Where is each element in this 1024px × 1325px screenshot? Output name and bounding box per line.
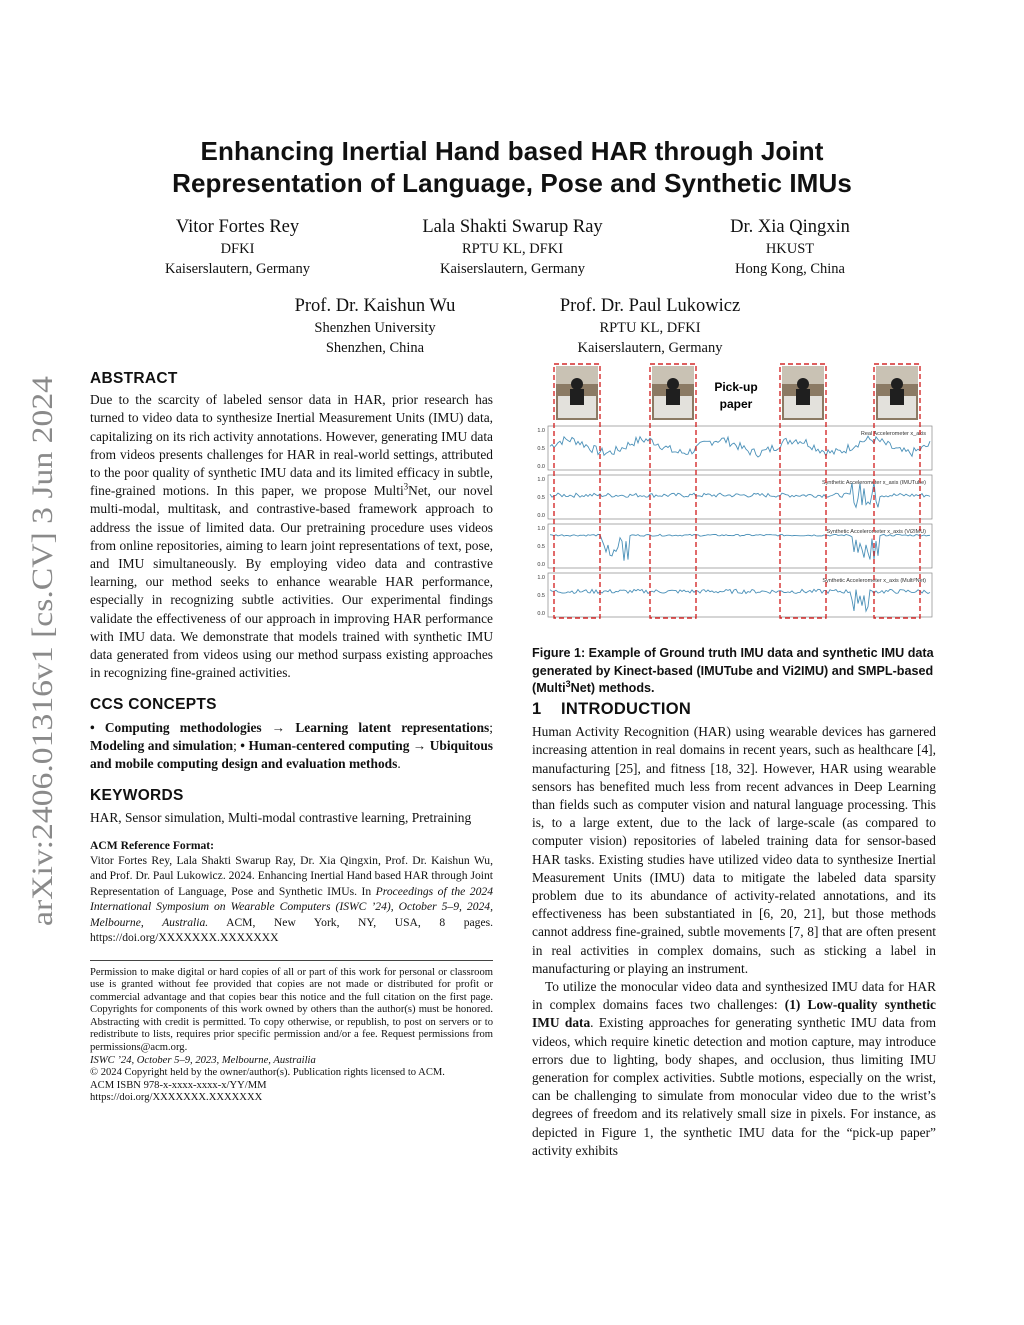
paper-title bbox=[120, 135, 904, 199]
intro-paragraph-2-bold: (1) Low-quality synthetic IMU data bbox=[532, 997, 936, 1031]
y-tick-label: 0.0 bbox=[537, 611, 545, 617]
abstract-text bbox=[90, 391, 493, 682]
acm-reference-text-a: Vitor Fortes Rey, Lala Shakti Swarup Ray, Dr. Xia Qingxin, Prof. Dr. Kaishun Wu, and Prof. Dr. Paul Lukowicz. 2024. Enhancing Inertial Hand based HAR through Joint Representation of Language, Pose and Synthetic IMUs. In bbox=[90, 854, 493, 898]
ccs-arrow: → bbox=[271, 719, 286, 735]
signal-panel bbox=[537, 475, 932, 519]
figure-caption-a: Figure 1: Example of Ground truth IMU data and synthetic IMU data generated by Kinect-based (IMUTube and Vi2IMU) and SMPL-based (Multi bbox=[532, 646, 934, 696]
abstract-superscript: 3 bbox=[403, 481, 409, 492]
y-tick-label: 0.5 bbox=[537, 446, 545, 452]
author-location: Hong Kong, China bbox=[735, 261, 845, 277]
y-tick-label: 0.5 bbox=[537, 495, 545, 501]
isbn-line: ACM ISBN 978-x-xxxx-xxxx-x/YY/MM bbox=[90, 1079, 267, 1091]
signal-line bbox=[550, 436, 930, 457]
signal-line bbox=[550, 534, 930, 560]
author-affiliation: Shenzhen University bbox=[314, 320, 436, 336]
author-name: Lala Shakti Swarup Ray bbox=[422, 217, 603, 237]
author-name: Dr. Xia Qingxin bbox=[730, 217, 850, 237]
author-affiliation: DFKI bbox=[220, 241, 255, 257]
panel-legend: Synthetic Accelerometer x_axis (IMUTube) bbox=[821, 480, 926, 486]
video-frame-3 bbox=[782, 366, 824, 420]
author-location: Kaiserslautern, Germany bbox=[440, 261, 585, 277]
permission-text: Permission to make digital or hard copies of all or part of this work for personal or classroom use is granted without fee provided that copies are not made or distributed for profit or commercial advantage and that copies bear this notice and the full citation on the first page. Copyrights for components of this work owned by others than the author(s) must be honored. Abstracting with credit is permitted. To copy otherwise, or republish, to post on servers or to redistribute to lists, requires prior specific permission and/or a fee. Request permissions from permissions@acm.org. bbox=[90, 966, 493, 1054]
panel-legend: Real Accelerometer x_axis bbox=[860, 431, 926, 437]
keywords-text: HAR, Sensor simulation, Multi-modal contrastive learning, Pretraining bbox=[90, 810, 472, 826]
figure-1 bbox=[528, 362, 936, 624]
ccs-bullet: • bbox=[240, 737, 245, 753]
ccs-separator: ; bbox=[233, 737, 237, 753]
signal-panel bbox=[537, 426, 932, 470]
ccs-end: . bbox=[397, 756, 401, 772]
y-tick-label: 0.5 bbox=[537, 593, 545, 599]
y-tick-label: 0.0 bbox=[537, 562, 545, 568]
author-block-4 bbox=[260, 294, 490, 358]
footnote-rule bbox=[90, 960, 493, 961]
intro-paragraph-1: Human Activity Recognition (HAR) using wearable devices has garnered increasing attention in real domains in recent years, such as healthcare [4], manufacturing [25], and fitness [18, 32]. However, HAR using wearable sensors has benefited much less from recent advances in Deep Learning than fields such as computer vision and natural language processing. This is, to a large extent, due to the lack of large-scale (as compared to computer vision) repositories of labeled training data for sensor-based HAR tasks. Existing studies have utilized video data to synthesize Inertial Measurement Units (IMU) data to mitigate the labeled data sparsity problem due to its abundance of activity-related annotations, and its effectiveness has been substantiated in [6, 20, 21], but those methods cannot address fine-grained, subtle movements [7, 8] that are often present in real activities in complex domains, such as sticking a label in manufacturing or playing an instrument. bbox=[532, 724, 936, 976]
panel-legend: Synthetic Accelerometer x_axis (Multi³Net) bbox=[822, 578, 926, 584]
paper-title-line-1: Enhancing Inertial Hand based HAR through Joint bbox=[200, 136, 824, 166]
signal-line bbox=[550, 589, 930, 611]
arxiv-identifier bbox=[14, 370, 64, 930]
author-block-5 bbox=[530, 294, 770, 358]
signal-panel bbox=[537, 524, 932, 568]
ccs-concept: Computing methodologies bbox=[104, 719, 262, 735]
abstract-heading: ABSTRACT bbox=[90, 370, 178, 387]
author-affiliation: RPTU KL, DFKI bbox=[599, 320, 701, 336]
ccs-concept: Modeling and simulation bbox=[90, 737, 234, 753]
author-block-3 bbox=[690, 215, 890, 279]
video-frame-4 bbox=[876, 366, 918, 420]
y-tick-label: 0.5 bbox=[537, 544, 545, 550]
figure-caption bbox=[532, 645, 936, 698]
paper-title-line-2: Representation of Language, Pose and Synthetic IMUs bbox=[172, 168, 852, 198]
figure-1-plot bbox=[528, 362, 936, 624]
right-column bbox=[532, 700, 936, 1160]
panel-legend: Synthetic Accelerometer x_axis (Vi2IMU) bbox=[826, 529, 926, 535]
abstract-text-a: Due to the scarcity of labeled sensor data in HAR, prior research has turned to video data to synthesize Inertial Measurement Units (IMU) data, capitalizing on its rich activity annotations. However, generating IMU data from videos presents challenges for HAR in real-world settings, attributed to the poor quality of synthetic IMU data and its limited efficacy in subtle, fine-grained motions. In this paper, we propose Multi bbox=[90, 392, 493, 499]
y-tick-label: 1.0 bbox=[537, 428, 545, 434]
y-tick-label: 0.0 bbox=[537, 464, 545, 470]
permission-venue: ISWC ’24, October 5–9, 2023, Melbourne, Austrailia bbox=[90, 1054, 316, 1066]
ccs-bullet: • bbox=[90, 719, 95, 735]
author-affiliation: RPTU KL, DFKI bbox=[461, 241, 564, 257]
intro-paragraph-2-a: To utilize the monocular video data and synthesized IMU data for HAR in complex domains faces two challenges: bbox=[532, 979, 936, 1013]
y-tick-label: 1.0 bbox=[537, 477, 545, 483]
intro-paragraph-2 bbox=[532, 978, 936, 1160]
y-tick-label: 1.0 bbox=[537, 575, 545, 581]
acm-reference-heading: ACM Reference Format: bbox=[90, 838, 215, 852]
signal-panel bbox=[537, 573, 932, 617]
pickup-label-line-2: paper bbox=[719, 397, 753, 411]
acm-reference-venue: Proceedings of the 2024 International Symposium on Wearable Computers (ISWC ’24), October 5–9, 2024, Melbourne, Australia. bbox=[90, 884, 493, 929]
author-name: Vitor Fortes Rey bbox=[175, 217, 300, 237]
acm-reference bbox=[90, 838, 493, 946]
y-tick-label: 0.0 bbox=[537, 513, 545, 519]
figure-caption-b: Net) methods. bbox=[570, 681, 655, 696]
author-block-1 bbox=[125, 215, 350, 279]
keywords-heading: KEYWORDS bbox=[90, 787, 184, 805]
video-frame-1 bbox=[556, 366, 598, 420]
permission-block bbox=[90, 967, 493, 1106]
author-location: Kaiserslautern, Germany bbox=[577, 340, 723, 356]
signal-line bbox=[550, 482, 930, 507]
ccs-concept: Human-centered computing bbox=[248, 737, 410, 753]
introduction-heading: 1 INTRODUCTION bbox=[532, 700, 692, 718]
author-block-2 bbox=[385, 215, 640, 279]
author-location: Kaiserslautern, Germany bbox=[165, 261, 310, 277]
acm-reference-text-b: ACM, New York, NY, USA, 8 pages. https://doi.org/XXXXXXX.XXXXXXX bbox=[90, 915, 494, 945]
copyright-line: © 2024 Copyright held by the owner/author(s). Publication rights licensed to ACM. bbox=[90, 1067, 445, 1079]
left-column bbox=[90, 370, 493, 1105]
arxiv-stamp-text: arXiv:2406.01316v1 [cs.CV] 3 Jun 2024 bbox=[26, 436, 59, 926]
author-location: Shenzhen, China bbox=[325, 340, 425, 356]
pickup-label-line-1: Pick-up bbox=[714, 380, 758, 394]
ccs-arrow: → bbox=[412, 737, 427, 753]
ccs-concept: Ubiquitous and mobile computing design and evaluation methods bbox=[90, 737, 493, 772]
signal-panels bbox=[537, 426, 932, 617]
doi-line: https://doi.org/XXXXXXX.XXXXXXX bbox=[90, 1092, 263, 1104]
abstract-text-b: Net, our novel multi-modal, multitask, and contrastive-based framework approach to address the issue of limited data. Our pretraining procedure uses videos from online repositories, aiming to learn joint representations of text, pose, and IMU simultaneously. By employing video data and contrastive learning, our method seeks to enhance wearable HAR performance, especially in recognizing subtle activities. Our experimental findings validate the effectiveness of our approach in improving HAR performance with IMU data. We demonstrate that models trained with synthetic IMU data generated from videos using our method surpass existing approaches in recognizing fine-grained activities. bbox=[90, 483, 493, 681]
y-tick-label: 1.0 bbox=[537, 526, 545, 532]
author-affiliation: HKUST bbox=[765, 241, 815, 257]
author-name: Prof. Dr. Paul Lukowicz bbox=[559, 296, 741, 316]
author-name: Prof. Dr. Kaishun Wu bbox=[294, 296, 456, 316]
arxiv-stamp-svg bbox=[14, 370, 64, 930]
ccs-separator: ; bbox=[489, 719, 493, 735]
video-frame-2 bbox=[652, 366, 694, 420]
ccs-heading: CCS CONCEPTS bbox=[90, 696, 217, 714]
intro-paragraph-2-b: . Existing approaches for generating synthetic IMU data from videos, which require kinetic detection and motion capture, may introduce errors due to lighting, body shapes, and occlusion, thus limiting IMU generation for complex activities. Subtle motions, especially on the wrist, can be challenging to simulate from monocular video due to the wrist’s degrees of freedom and its relatively small size in pixels. For instance, as depicted in Figure 1, the synthetic IMU data for the “pick-up paper” activity exhibits bbox=[532, 1015, 936, 1158]
ccs-concept: Learning latent representations bbox=[295, 719, 490, 735]
figure-caption-superscript: 3 bbox=[565, 679, 571, 689]
ccs-text bbox=[90, 719, 493, 774]
